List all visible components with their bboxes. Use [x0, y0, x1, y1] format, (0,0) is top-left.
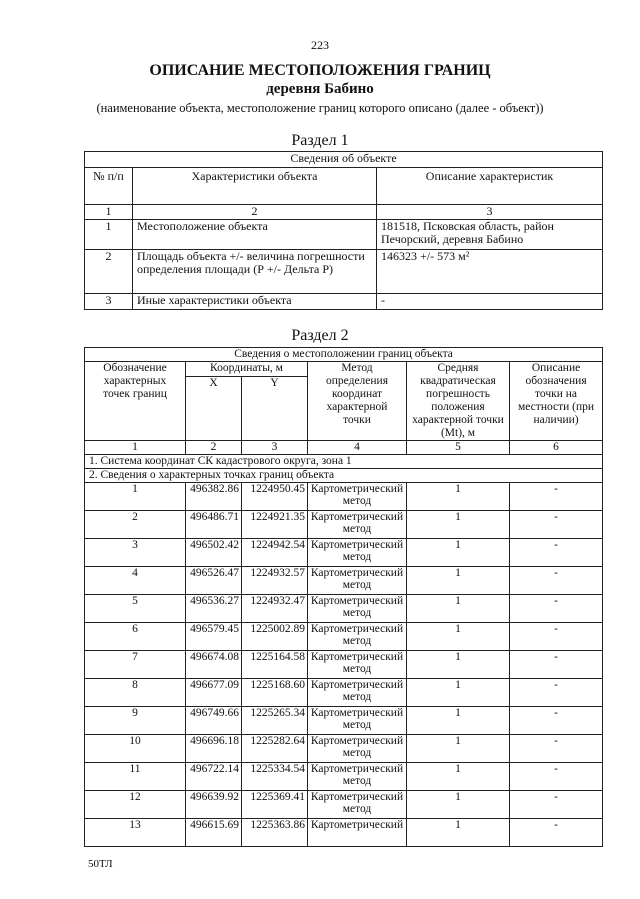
header-error: Средняя квадратическая погрешность положения характерной точки (Mt), м	[407, 362, 510, 441]
point-description: -	[510, 735, 603, 763]
point-description: -	[510, 567, 603, 595]
point-label: 10	[85, 735, 186, 763]
point-error: 1	[407, 483, 510, 511]
point-x: 496536.27	[186, 595, 242, 623]
points-caption: 2. Сведения о характерных точках границ объекта	[85, 469, 603, 483]
point-x: 496502.42	[186, 539, 242, 567]
point-x: 496696.18	[186, 735, 242, 763]
point-label: 7	[85, 651, 186, 679]
section2-caption: Сведения о местоположении границ объекта	[85, 348, 603, 362]
point-x: 496382.86	[186, 483, 242, 511]
point-x: 496579.45	[186, 623, 242, 651]
point-x: 496639.92	[186, 791, 242, 819]
col-number: 4	[308, 441, 407, 455]
point-label: 8	[85, 679, 186, 707]
point-x: 496486.71	[186, 511, 242, 539]
header-characteristics: Характеристики объекта	[133, 168, 377, 205]
section2-heading: Раздел 2	[291, 327, 349, 344]
point-method: Картометрический метод	[308, 679, 407, 707]
point-y: 1225164.58	[242, 651, 308, 679]
table-row	[85, 539, 603, 567]
point-method: Картометрический метод	[308, 511, 407, 539]
point-error: 1	[407, 791, 510, 819]
row-characteristic: Иные характеристики объекта	[133, 294, 377, 310]
point-error: 1	[407, 651, 510, 679]
point-description: -	[510, 707, 603, 735]
point-x: 496722.14	[186, 763, 242, 791]
point-label: 12	[85, 791, 186, 819]
table-row	[85, 250, 603, 294]
table-row	[85, 707, 603, 735]
point-y: 1224950.45	[242, 483, 308, 511]
section1-caption: Сведения об объекте	[85, 152, 603, 168]
point-y: 1224932.57	[242, 567, 308, 595]
point-error: 1	[407, 511, 510, 539]
point-label: 9	[85, 707, 186, 735]
row-number: 2	[85, 250, 133, 294]
header-x: X	[186, 376, 242, 440]
table-row	[85, 220, 603, 250]
point-x: 496526.47	[186, 567, 242, 595]
point-y: 1225369.41	[242, 791, 308, 819]
table-row	[85, 483, 603, 511]
point-y: 1225265.34	[242, 707, 308, 735]
table-row	[85, 763, 603, 791]
point-label: 2	[85, 511, 186, 539]
row-characteristic: Площадь объекта +/- величина погрешности определения площади (Р +/- Дельта Р)	[133, 250, 377, 294]
point-description: -	[510, 791, 603, 819]
col-number: 1	[85, 205, 133, 220]
point-method: Картометрический метод	[308, 567, 407, 595]
table-row	[85, 595, 603, 623]
table-row	[85, 567, 603, 595]
point-label: 6	[85, 623, 186, 651]
point-method: Картометрический метод	[308, 763, 407, 791]
row-number: 3	[85, 294, 133, 310]
table-row	[85, 735, 603, 763]
document-title: ОПИСАНИЕ МЕСТОПОЛОЖЕНИЯ ГРАНИЦ	[149, 62, 491, 79]
point-x: 496749.66	[186, 707, 242, 735]
point-label: 11	[85, 763, 186, 791]
point-description: -	[510, 483, 603, 511]
point-description: -	[510, 651, 603, 679]
footer-code: 50ТЛ	[88, 858, 113, 870]
point-error: 1	[407, 707, 510, 735]
table-row	[85, 294, 603, 310]
point-y: 1225334.54	[242, 763, 308, 791]
point-y: 1224932.47	[242, 595, 308, 623]
table-row	[85, 623, 603, 651]
point-x: 496677.09	[186, 679, 242, 707]
point-error: 1	[407, 595, 510, 623]
point-method: Картометрический метод	[308, 707, 407, 735]
point-description: -	[510, 623, 603, 651]
row-description: 181518, Псковская область, район Печорский, деревня Бабино	[377, 220, 603, 250]
point-description: -	[510, 511, 603, 539]
point-description: -	[510, 595, 603, 623]
header-point-description: Описание обозначения точки на местности (при наличии)	[510, 362, 603, 441]
table-row	[85, 651, 603, 679]
col-number: 5	[407, 441, 510, 455]
point-y: 1224942.54	[242, 539, 308, 567]
header-y: Y	[242, 376, 308, 440]
col-number: 2	[186, 441, 242, 455]
point-label: 1	[85, 483, 186, 511]
point-y: 1225002.89	[242, 623, 308, 651]
section1-table	[84, 151, 603, 310]
point-method: Картометрический метод	[308, 483, 407, 511]
table-row	[85, 511, 603, 539]
document-subtitle: деревня Бабино	[266, 81, 374, 97]
col-number: 2	[133, 205, 377, 220]
point-label: 13	[85, 819, 186, 847]
point-method: Картометрический метод	[308, 623, 407, 651]
point-error: 1	[407, 819, 510, 847]
point-method: Картометрический метод	[308, 735, 407, 763]
point-error: 1	[407, 735, 510, 763]
point-error: 1	[407, 623, 510, 651]
table-row	[85, 679, 603, 707]
header-number: № п/п	[85, 168, 133, 205]
row-number: 1	[85, 220, 133, 250]
header-coordinates: Координаты, м	[186, 362, 308, 377]
point-y: 1224921.35	[242, 511, 308, 539]
point-y: 1225363.86	[242, 819, 308, 847]
point-description: -	[510, 539, 603, 567]
section1-heading: Раздел 1	[291, 132, 349, 149]
point-method: Картометрический метод	[308, 791, 407, 819]
page-number: 223	[311, 38, 329, 52]
object-note: (наименование объекта, местоположение границ которого описано (далее - объект))	[96, 101, 544, 115]
header-description: Описание характеристик	[377, 168, 603, 205]
point-label: 3	[85, 539, 186, 567]
col-number: 3	[377, 205, 603, 220]
point-x: 496674.08	[186, 651, 242, 679]
point-x: 496615.69	[186, 819, 242, 847]
col-number: 1	[85, 441, 186, 455]
point-error: 1	[407, 763, 510, 791]
point-error: 1	[407, 567, 510, 595]
point-description: -	[510, 679, 603, 707]
table-row	[85, 791, 603, 819]
point-label: 4	[85, 567, 186, 595]
point-method: Картометрический	[308, 819, 407, 847]
point-description: -	[510, 763, 603, 791]
point-y: 1225282.64	[242, 735, 308, 763]
col-number: 3	[242, 441, 308, 455]
point-method: Картометрический метод	[308, 651, 407, 679]
coordinate-system: 1. Система координат СК кадастрового округа, зона 1	[85, 455, 603, 469]
row-description: -	[377, 294, 603, 310]
point-method: Картометрический метод	[308, 539, 407, 567]
header-point: Обозначение характерных точек границ	[85, 362, 186, 441]
header-method: Метод определения координат характерной точки	[308, 362, 407, 441]
col-number: 6	[510, 441, 603, 455]
point-error: 1	[407, 539, 510, 567]
point-y: 1225168.60	[242, 679, 308, 707]
point-description: -	[510, 819, 603, 847]
point-method: Картометрический метод	[308, 595, 407, 623]
row-characteristic: Местоположение объекта	[133, 220, 377, 250]
row-description: 146323 +/- 573 м²	[377, 250, 603, 294]
points-body	[85, 483, 603, 847]
point-label: 5	[85, 595, 186, 623]
table-row	[85, 819, 603, 847]
section2-table	[84, 347, 603, 847]
point-error: 1	[407, 679, 510, 707]
